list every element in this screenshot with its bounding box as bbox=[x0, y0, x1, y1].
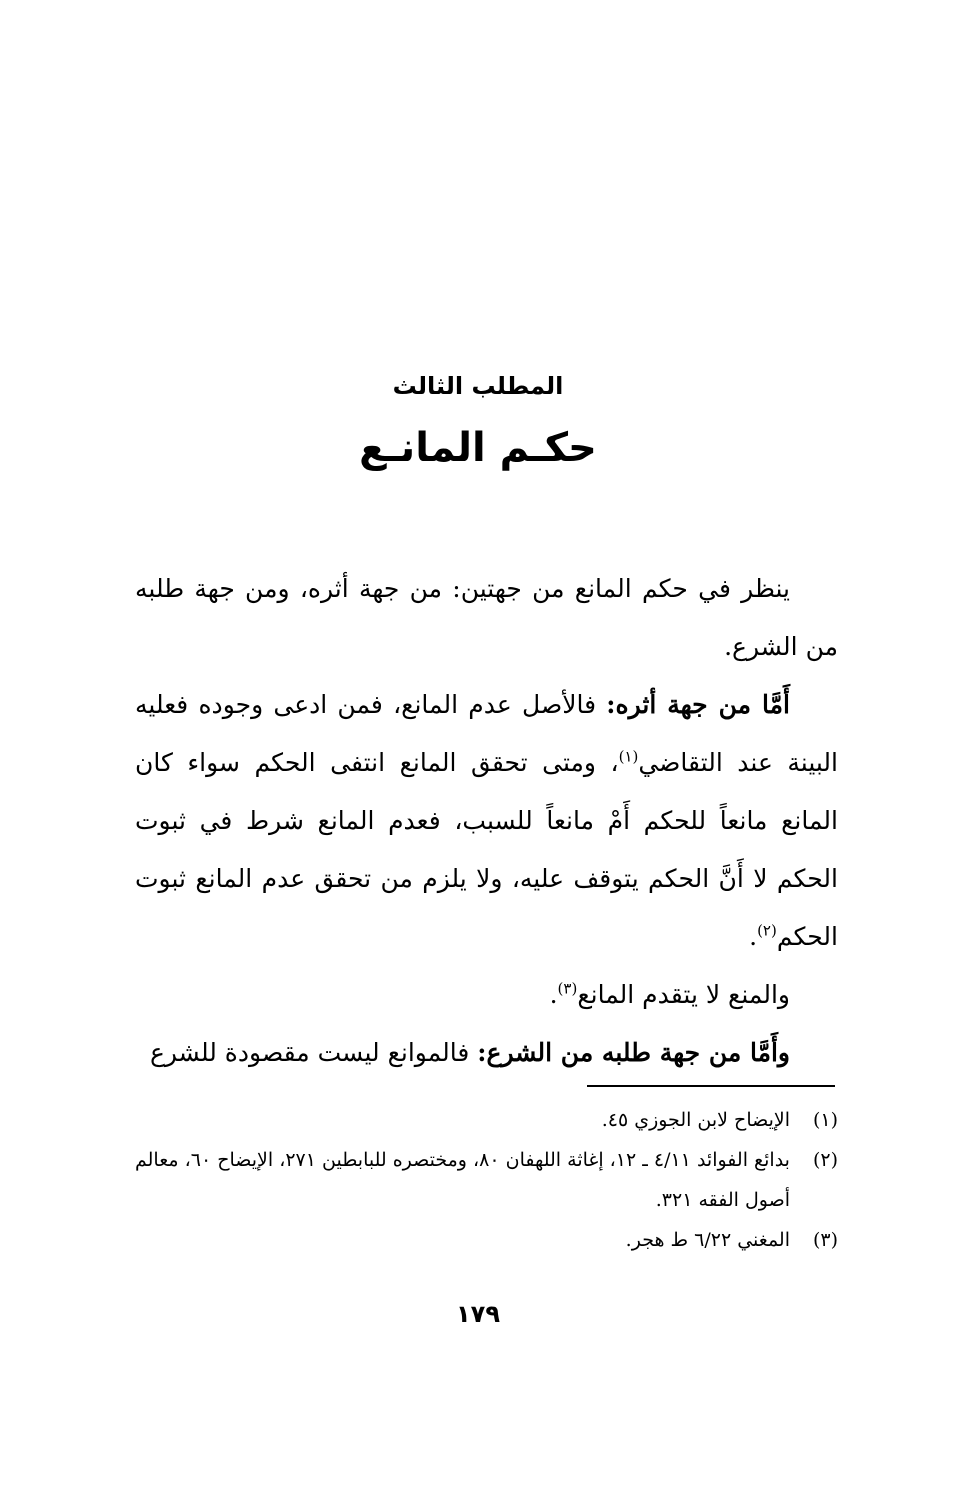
page-number: ١٧٩ bbox=[456, 1300, 500, 1328]
paragraph-sharia-heading: وأَمَّا من جهة طلبه من الشرع: bbox=[477, 1038, 790, 1067]
footnote-item bbox=[135, 1100, 838, 1140]
footnote-divider bbox=[587, 1085, 835, 1087]
footnote-text: الإيضاح لابن الجوزي ٤٥. bbox=[601, 1109, 790, 1131]
paragraph-prohibition-text: والمنع لا يتقدم المانع bbox=[577, 980, 790, 1009]
footnote-number: (٣) bbox=[812, 1229, 838, 1251]
paragraph-prohibition bbox=[135, 966, 838, 1024]
paragraph-effect-end: . bbox=[749, 922, 758, 951]
footnote-number: (٢) bbox=[812, 1149, 838, 1171]
main-text bbox=[135, 560, 838, 1082]
footnote-item bbox=[135, 1220, 838, 1260]
footnote-text: بدائع الفوائد ٤/١١ ـ ١٢، إغاثة اللهفان ٨٠، ومختصره للبابطين ٢٧١، الإيضاح ٦٠، معالم أصول الفقه ٣٢١. bbox=[135, 1149, 790, 1211]
footnotes bbox=[135, 1100, 838, 1260]
paragraph-sharia-text: فالموانع ليست مقصودة للشرع bbox=[149, 1038, 478, 1067]
section-subtitle: المطلب الثالث bbox=[392, 372, 564, 400]
paragraph-effect-text-2: ، ومتى تحقق المانع انتفى الحكم سواء كان المانع مانعاً للحكم أَمْ مانعاً للسبب، فعدم المانع شرط في ثبوت الحكم لا أَنَّ الحكم يتوقف عليه، ولا يلزم من تحقق عدم المانع ثبوت الحكم bbox=[135, 748, 838, 951]
paragraph-effect-text-1: فالأصل عدم المانع، فمن ادعى وجوده فعليه البينة عند التقاضي bbox=[135, 690, 838, 777]
footnote-number: (١) bbox=[812, 1109, 838, 1131]
footnote-ref-2[interactable]: (٢) bbox=[757, 921, 777, 940]
paragraph-effect-heading: أَمَّا من جهة أثره: bbox=[606, 690, 790, 719]
paragraph-effect bbox=[135, 676, 838, 966]
section-title: حكـم المانـع bbox=[359, 425, 597, 471]
footnote-text: المغني ٦/٢٢ ط هجر. bbox=[625, 1229, 790, 1251]
footnote-item bbox=[135, 1140, 838, 1220]
footnote-ref-3[interactable]: (٣) bbox=[557, 979, 578, 998]
paragraph-intro: ينظر في حكم المانع من جهتين: من جهة أثره، ومن جهة طلبه من الشرع. bbox=[135, 574, 838, 661]
paragraph-sharia bbox=[135, 1024, 838, 1082]
paragraph-prohibition-end: . bbox=[549, 980, 558, 1009]
footnote-ref-1[interactable]: (١) bbox=[618, 747, 639, 766]
